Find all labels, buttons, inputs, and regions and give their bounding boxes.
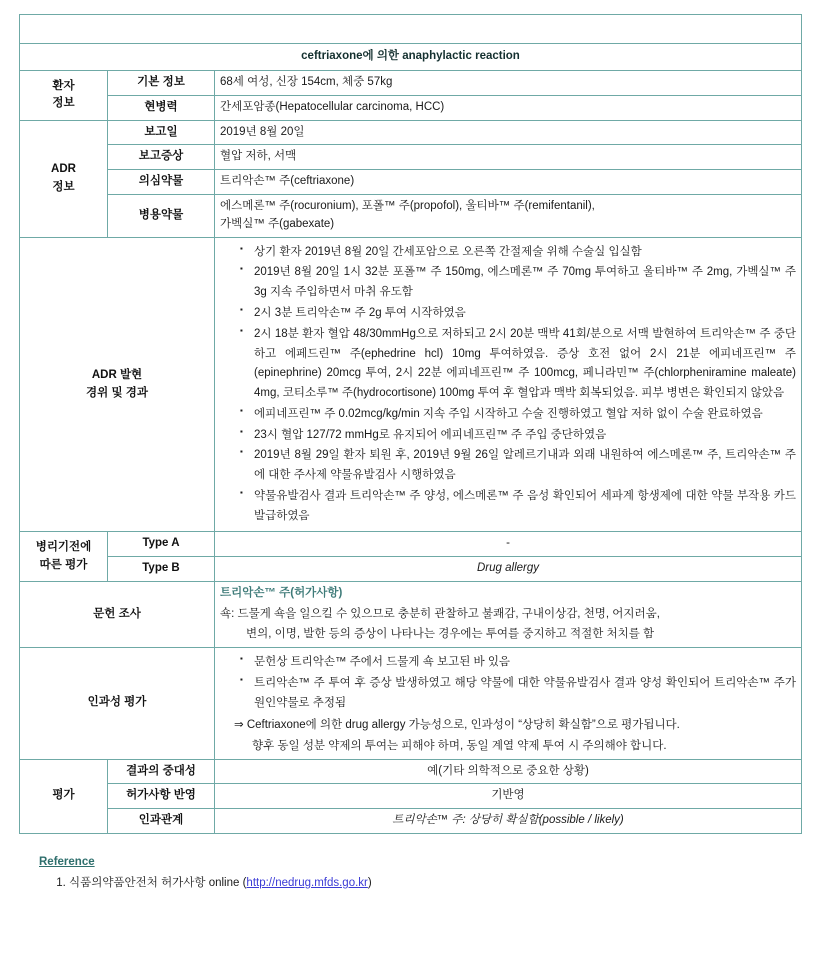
row-value-reported-symptoms: 혈압 저하, 서맥 (215, 145, 802, 170)
section-label-literature: 문헌 조사 (20, 582, 215, 648)
list-item: ▪ 2시 3분 트리악손™ 주 2g 투여 시작하였음 (240, 304, 796, 324)
row-label-basic-info: 기본 정보 (108, 71, 215, 96)
causality-conclusion-line2: 향후 동일 성분 약제의 투여는 피해야 하며, 동일 계열 약제 투여 시 주의해야 합니다. (252, 739, 667, 752)
table-row (20, 237, 802, 532)
title-row (20, 15, 802, 44)
table-row (20, 557, 802, 582)
list-item: ▪ 2019년 8월 20일 1시 32분 포폴™ 주 150mg, 에스메론™ 주 70mg 투여하고 울티바™ 주 2mg, 가벡실™ 주 3g 지속 주입하면서 마취 유도함 (240, 263, 796, 303)
reference-title: Reference (39, 856, 95, 869)
reference-list (39, 874, 801, 892)
list-item: ▪ 트리악손™ 주 투여 후 증상 발생하였고 해당 약물에 대한 약물유발검사 결과 양성 확인되어 트리악손™ 주가 원인약물로 추정됨 (240, 674, 796, 714)
row-value-report-date: 2019년 8월 20일 (215, 120, 802, 145)
document-subtitle: ceftriaxone에 의한 anaphylactic reaction (20, 44, 802, 71)
row-value-suspected-drug: 트리악손™ 주(ceftriaxone) (215, 170, 802, 195)
adr-report-table (19, 14, 802, 834)
literature-body-line1: 쇽: 드물게 쇽을 일으킬 수 있으므로 충분히 관찰하고 불쾌감, 구내이상감, 천명, 어지러움, (220, 607, 660, 620)
row-value-concomitant-drugs (215, 195, 802, 238)
section-label-causality: 인과성 평가 (20, 648, 215, 760)
table-row (20, 532, 802, 557)
list-item: ▪ 약물유발검사 결과 트리악손™ 주 양성, 에스메론™ 주 음성 확인되어 세파계 항생제에 대한 약물 부작용 카드 발급하였음 (240, 487, 796, 527)
row-label-report-date: 보고일 (108, 120, 215, 145)
adr-info-label-line2: 정보 (52, 180, 75, 193)
section-label-mechanism (20, 532, 108, 582)
subtitle-row (20, 44, 802, 71)
table-row (20, 170, 802, 195)
section-label-adr-info (20, 120, 108, 237)
adr-course-narrative (215, 237, 802, 532)
reference-item-text-before: 식품의약품안전처 허가사항 online ( (69, 877, 247, 890)
list-item: ▪ 상기 환자 2019년 8월 20일 간세포암으로 오른쪽 간절제술 위해 수술실 입실함 (240, 243, 796, 263)
row-label-causality-relation: 인과관계 (108, 809, 215, 834)
table-row (20, 759, 802, 784)
row-value-type-a: - (215, 532, 802, 557)
adr-course-bullet-list (220, 243, 796, 527)
row-label-label-reflection: 허가사항 반영 (108, 784, 215, 809)
adr-info-label-line1: ADR (51, 162, 76, 175)
row-value-type-b: Drug allergy (215, 557, 802, 582)
row-value-seriousness: 예(기타 의학적으로 중요한 상황) (215, 759, 802, 784)
causality-conclusion (220, 715, 796, 755)
causality-content (215, 648, 802, 760)
table-row (20, 648, 802, 760)
row-value-causality-relation: 트리악손™ 주: 상당히 확실함(possible / likely) (215, 809, 802, 834)
table-row (20, 784, 802, 809)
literature-heading: 트리악손™ 주(허가사항) (220, 587, 343, 600)
section-label-evaluation: 평가 (20, 759, 108, 833)
row-label-type-a: Type A (108, 532, 215, 557)
reference-item-text-after: ) (367, 877, 372, 890)
causality-bullet-list (220, 653, 796, 713)
reference-section (19, 856, 801, 892)
list-item: ▪ 문헌상 트리악손™ 주에서 드물게 쇽 보고된 바 있음 (240, 653, 796, 673)
row-value-medical-history: 간세포암종(Hepatocellular carcinoma, HCC) (215, 95, 802, 120)
literature-body (220, 604, 796, 644)
row-value-label-reflection: 기반영 (215, 784, 802, 809)
list-item: ▪ 2시 18분 환자 혈압 48/30mmHg으로 저하되고 2시 20분 맥박 41회/분으로 서맥 발현하여 트리악손™ 주 중단하고 에페드린™ 주(ephedrine hcl) 10mg 투여하였음. 증상 호전 없어 2시 21분 에피네프린™ 주(epinephrine) 20mcg 투여, 2시 22분 에피네프린™ 주 100mcg, 페니라민™ 주(chlorpheniramine maleate) 4mg, 코티소루™ 주(hydrocortisone) 100mg 투여 후 혈압과 맥박 회복되었음. 피부 병변은 확인되지 않았음 (240, 325, 796, 404)
table-row (20, 95, 802, 120)
literature-content (215, 582, 802, 648)
row-label-medical-history: 현병력 (108, 95, 215, 120)
literature-body-line2: 변의, 이명, 발한 등의 증상이 나타나는 경우에는 투여를 중지하고 적절한 처치를 함 (246, 627, 655, 640)
table-row (20, 809, 802, 834)
section-label-adr-course (20, 237, 215, 532)
adr-course-label-line2: 경위 및 경과 (86, 386, 148, 399)
table-row (20, 582, 802, 648)
list-item (69, 874, 801, 892)
list-item: ▪ 23시 혈압 127/72 mmHg로 유지되어 에피네프린™ 주 주입 중단하였음 (240, 426, 796, 446)
list-item: ▪ 2019년 8월 29일 환자 퇴원 후, 2019년 9월 26일 알레르기내과 외래 내원하여 에스메론™ 주, 트리악손™ 주에 대한 주사제 약물유발검사 시행하였음 (240, 446, 796, 486)
table-row (20, 120, 802, 145)
section-label-patient-info (20, 71, 108, 121)
patient-info-label-line2: 정보 (52, 97, 75, 110)
mechanism-label-line2: 따른 평가 (39, 558, 88, 571)
row-label-reported-symptoms: 보고증상 (108, 145, 215, 170)
mechanism-label-line1: 병리기전에 (35, 540, 92, 553)
row-label-concomitant-drugs: 병용약물 (108, 195, 215, 238)
document-title: 트리악손™ 주(ceftriaxone) (20, 15, 802, 44)
list-item: ▪ 에피네프린™ 주 0.02mcg/kg/min 지속 주입 시작하고 수술 진행하였고 혈압 저하 없이 수술 완료하였음 (240, 405, 796, 425)
reference-link[interactable]: http://nedrug.mfds.go.kr (246, 877, 368, 890)
row-label-seriousness: 결과의 중대성 (108, 759, 215, 784)
patient-info-label-line1: 환자 (52, 79, 75, 92)
adr-course-label-line1: ADR 발현 (91, 368, 143, 381)
table-row (20, 195, 802, 238)
row-value-basic-info: 68세 여성, 신장 154cm, 체중 57kg (215, 71, 802, 96)
concomitant-drugs-line2: 가벡실™ 주(gabexate) (220, 217, 335, 230)
row-label-type-b: Type B (108, 557, 215, 582)
causality-conclusion-line1: ⇒ Ceftriaxone에 의한 drug allergy 가능성으로, 인과성이 “상당히 확실함”으로 평가됩니다. (234, 719, 680, 732)
row-label-suspected-drug: 의심약물 (108, 170, 215, 195)
table-row (20, 71, 802, 96)
concomitant-drugs-line1: 에스메론™ 주(rocuronium), 포폴™ 주(propofol), 울티바™ 주(remifentanil), (220, 200, 595, 213)
table-row (20, 145, 802, 170)
